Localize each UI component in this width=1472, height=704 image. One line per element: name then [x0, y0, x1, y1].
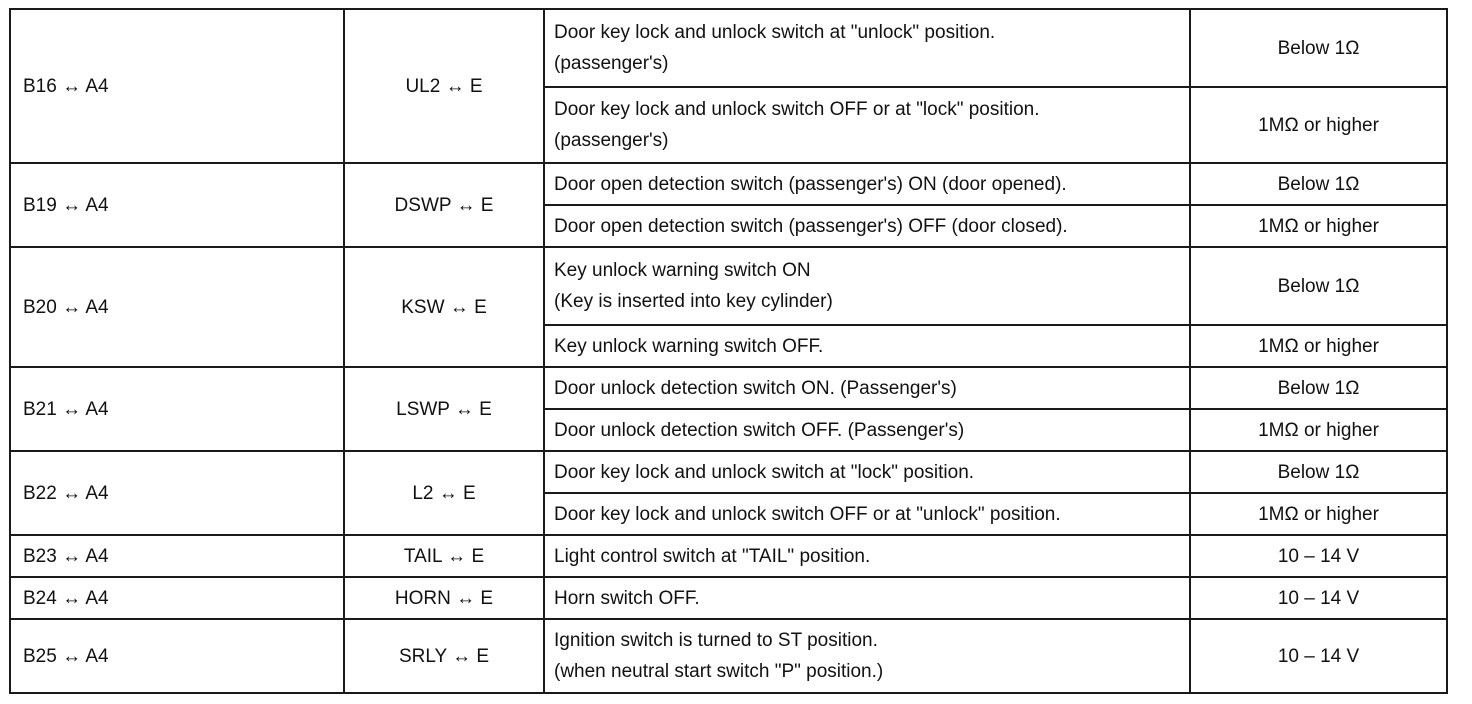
spec-cell: Below 1Ω — [1190, 163, 1447, 205]
condition-text: Door unlock detection switch OFF. (Passenger's) — [554, 419, 965, 441]
terminal-cell: B22 ↔ A4 — [10, 451, 344, 535]
condition-cell — [544, 9, 1190, 87]
terminal-cell: B16 ↔ A4 — [10, 9, 344, 163]
signal-cell: TAIL ↔ E — [344, 535, 544, 577]
condition-text-2: (passenger's) — [554, 53, 669, 74]
signal-cell: HORN ↔ E — [344, 577, 544, 619]
spec-cell: 1MΩ or higher — [1190, 325, 1447, 367]
spec-cell: 10 – 14 V — [1190, 577, 1447, 619]
spec-cell: Below 1Ω — [1190, 451, 1447, 493]
spec-cell: Below 1Ω — [1190, 9, 1447, 87]
condition-cell — [544, 619, 1190, 693]
table-row — [10, 247, 1447, 325]
condition-text: Door open detection switch (passenger's) ON (door opened). — [554, 173, 1067, 195]
terminal-cell: B20 ↔ A4 — [10, 247, 344, 367]
spec-cell: 10 – 14 V — [1190, 535, 1447, 577]
table-row — [10, 163, 1447, 205]
table-row — [10, 451, 1447, 493]
condition-text: Door key lock and unlock switch OFF or at "unlock" position. — [554, 503, 1061, 525]
condition-cell — [544, 205, 1190, 247]
condition-text-2: (when neutral start switch "P" position.) — [554, 661, 884, 682]
signal-cell: UL2 ↔ E — [344, 9, 544, 163]
terminal-cell: B21 ↔ A4 — [10, 367, 344, 451]
table-row — [10, 367, 1447, 409]
condition-text: Door key lock and unlock switch at "unlock" position. — [554, 22, 996, 43]
spec-cell: 1MΩ or higher — [1190, 493, 1447, 535]
spec-cell: 1MΩ or higher — [1190, 409, 1447, 451]
condition-cell — [544, 325, 1190, 367]
table-row — [10, 577, 1447, 619]
table-row — [10, 535, 1447, 577]
condition-text-2: (passenger's) — [554, 130, 669, 151]
inspection-table — [9, 8, 1448, 694]
condition-cell — [544, 163, 1190, 205]
condition-cell — [544, 367, 1190, 409]
condition-text: Door unlock detection switch ON. (Passenger's) — [554, 377, 957, 399]
signal-cell: L2 ↔ E — [344, 451, 544, 535]
condition-cell — [544, 535, 1190, 577]
signal-cell: LSWP ↔ E — [344, 367, 544, 451]
terminal-cell: B25 ↔ A4 — [10, 619, 344, 693]
terminal-cell: B23 ↔ A4 — [10, 535, 344, 577]
spec-cell: 1MΩ or higher — [1190, 205, 1447, 247]
condition-text: Door key lock and unlock switch at "lock" position. — [554, 461, 975, 483]
condition-cell — [544, 451, 1190, 493]
spec-cell: 1MΩ or higher — [1190, 87, 1447, 163]
condition-text: Horn switch OFF. — [554, 587, 700, 609]
condition-text-2: (Key is inserted into key cylinder) — [554, 291, 833, 312]
spec-cell: 10 – 14 V — [1190, 619, 1447, 693]
spec-cell: Below 1Ω — [1190, 247, 1447, 325]
terminal-cell: B19 ↔ A4 — [10, 163, 344, 247]
condition-text: Door key lock and unlock switch OFF or at "lock" position. — [554, 99, 1040, 120]
condition-text: Key unlock warning switch ON — [554, 260, 811, 281]
signal-cell: SRLY ↔ E — [344, 619, 544, 693]
table-row — [10, 619, 1447, 693]
terminal-cell: B24 ↔ A4 — [10, 577, 344, 619]
condition-cell — [544, 247, 1190, 325]
condition-text: Ignition switch is turned to ST position. — [554, 630, 878, 651]
condition-text: Key unlock warning switch OFF. — [554, 335, 824, 357]
condition-text: Light control switch at "TAIL" position. — [554, 545, 871, 567]
condition-cell — [544, 409, 1190, 451]
spec-cell: Below 1Ω — [1190, 367, 1447, 409]
signal-cell: DSWP ↔ E — [344, 163, 544, 247]
signal-cell: KSW ↔ E — [344, 247, 544, 367]
condition-cell — [544, 493, 1190, 535]
table-row — [10, 9, 1447, 87]
condition-cell — [544, 577, 1190, 619]
condition-text: Door open detection switch (passenger's) OFF (door closed). — [554, 215, 1068, 237]
condition-cell — [544, 87, 1190, 163]
